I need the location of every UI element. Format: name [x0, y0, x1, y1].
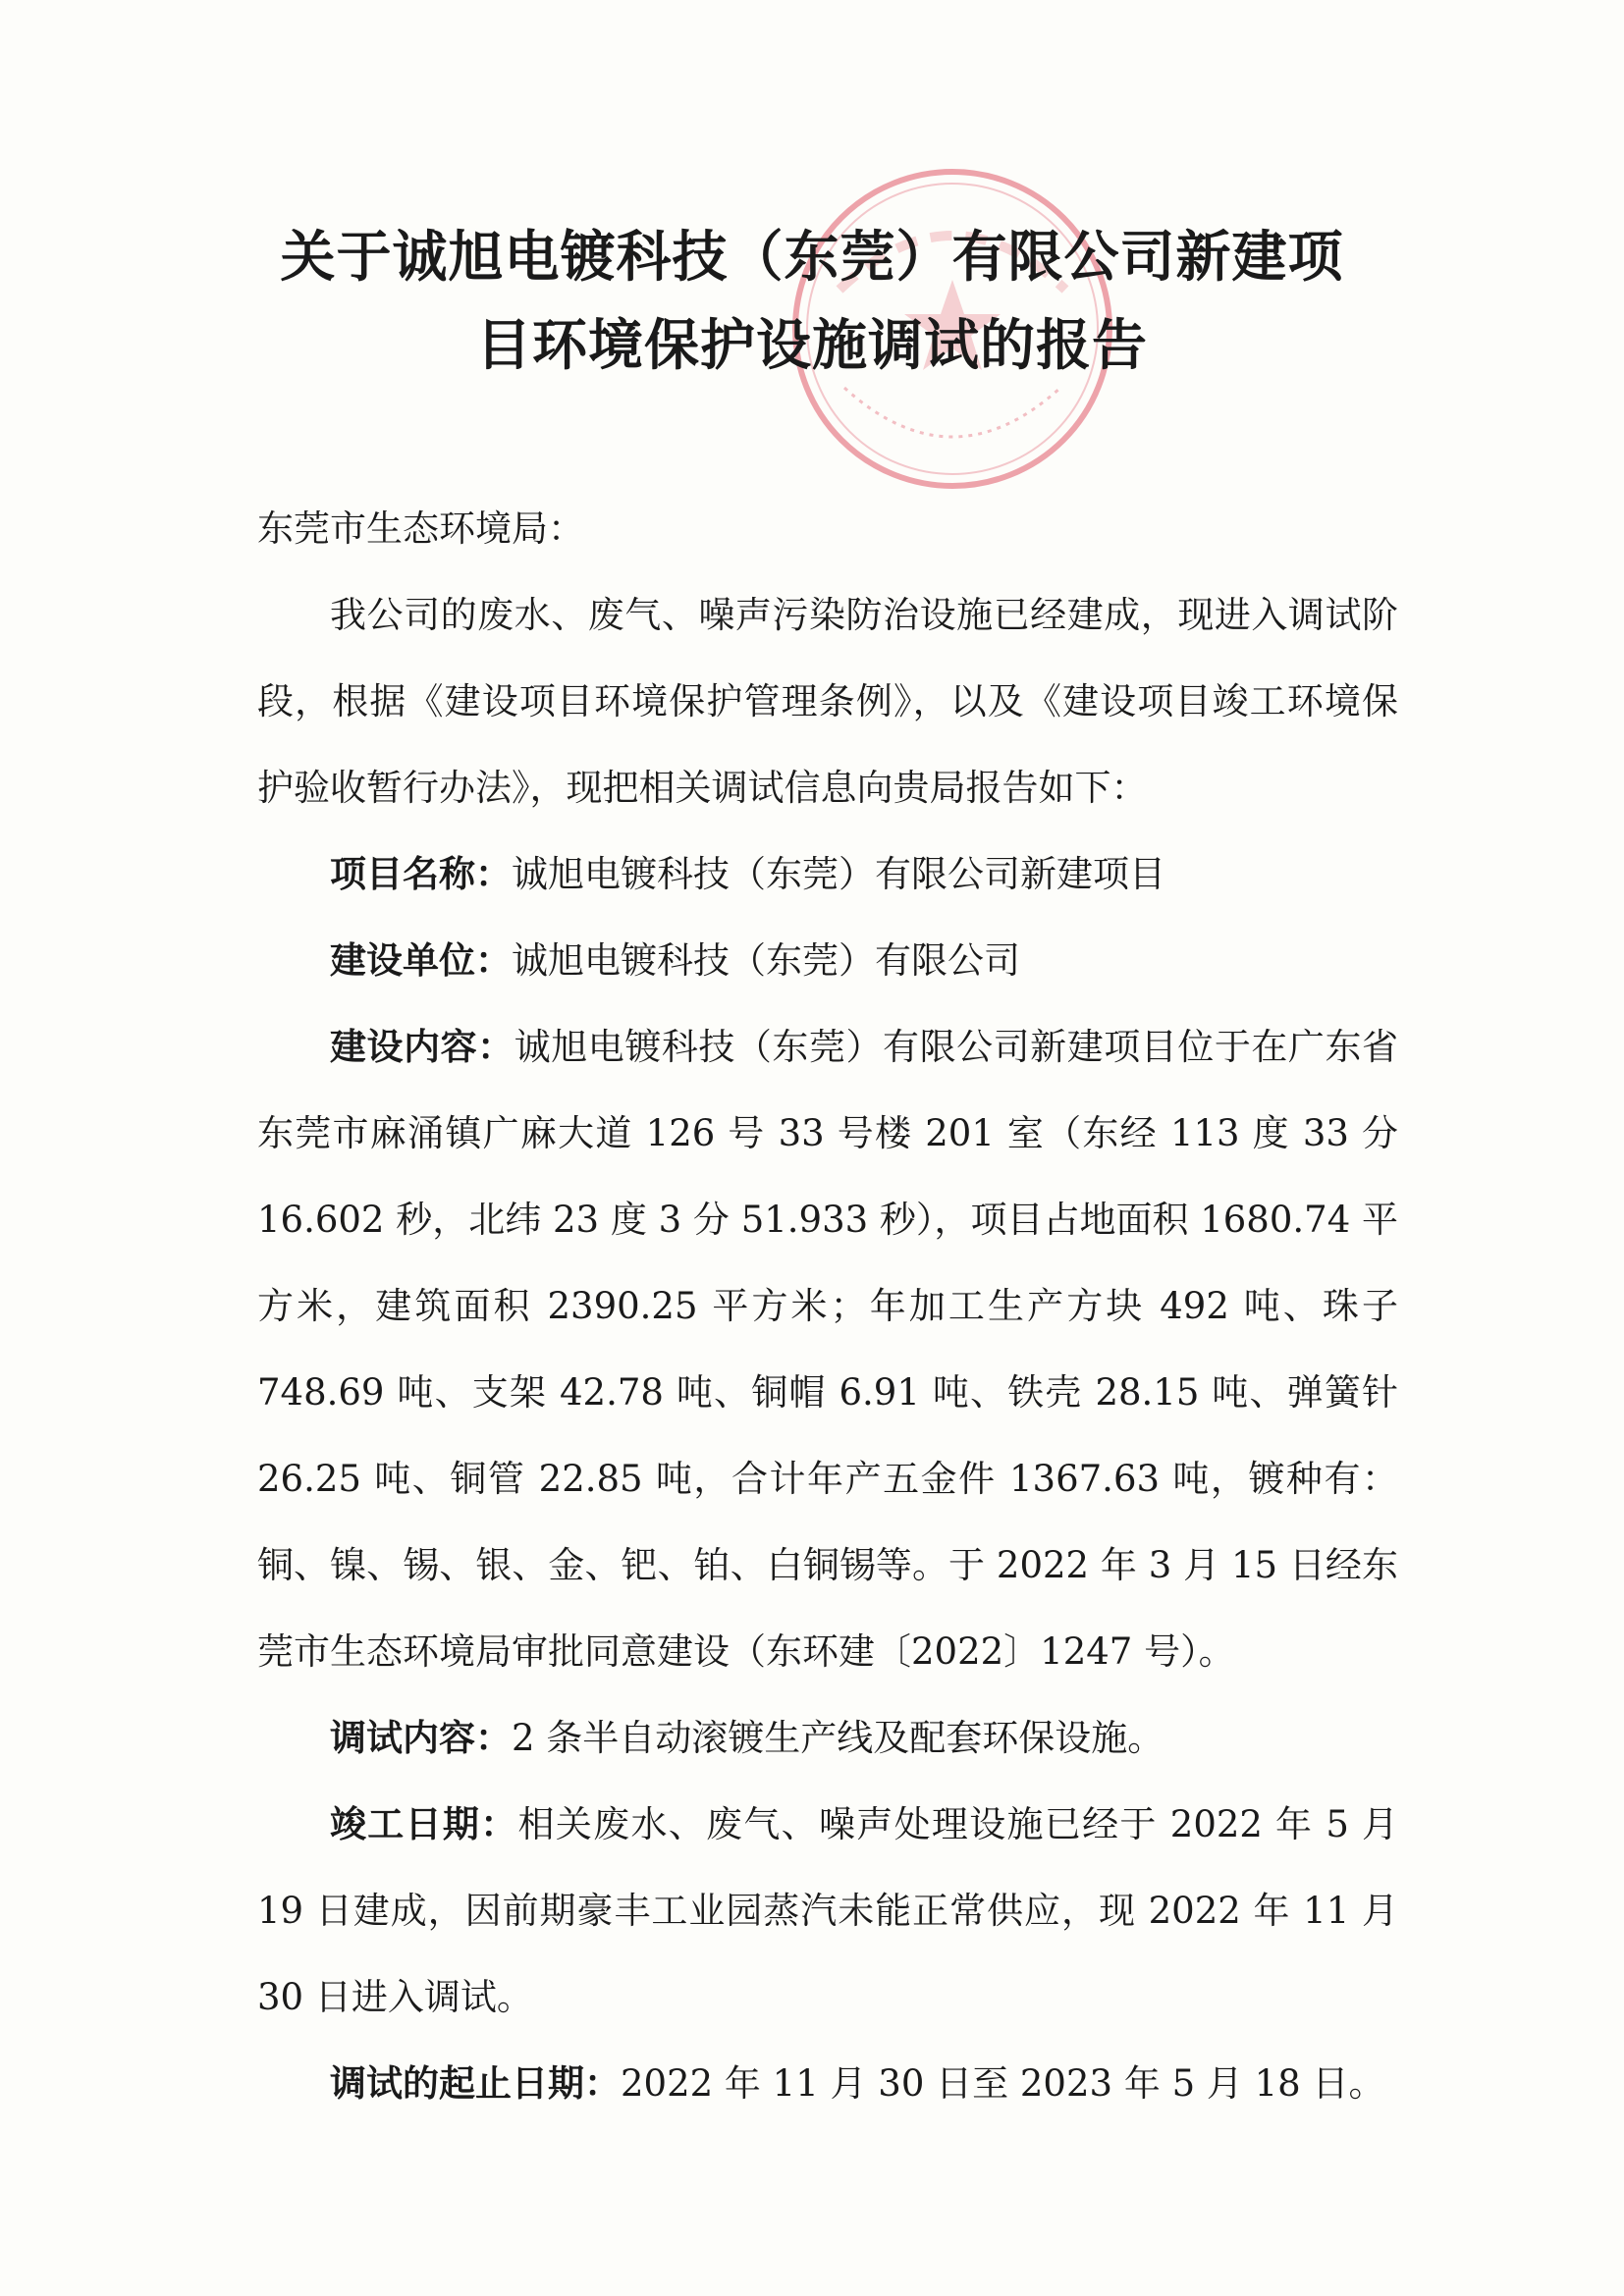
construction-content-value: 诚旭电镀科技（东莞）有限公司新建项目位于在广东省东莞市麻涌镇广麻大道 126 号 33 号楼 201 室（东经 113 度 33 分 16.602 秒，北纬 23 度 3 分 51.933 秒），项目占地面积 1680.74 平方米，建筑面积 2390.25 平方米；年加工生产方块 492 吨、珠子 748.69 吨、支架 42.78 吨、铜帽 6.91 吨、铁壳 28.15 吨、弹簧针 26.25 吨、铜管 22.85 吨，合计年产五金件 1367.63 吨，镀种有：铜、镍、锡、银、金、钯、铂、白铜锡等。于 2022 年 3 月 15 日经东莞市生态环境局审批同意建设（东环建〔2022〕1247 号）。 — [257, 1026, 1399, 1673]
salutation: 东莞市生态环境局： — [257, 507, 584, 550]
project-name-label: 项目名称： — [330, 853, 512, 895]
document-body — [257, 486, 1398, 2127]
construction-content-paragraph — [257, 1004, 1398, 1695]
construction-unit-paragraph — [257, 918, 1398, 1004]
document-title-line-1: 关于诚旭电镀科技（东莞）有限公司新建项 — [280, 226, 1344, 290]
debug-period-label: 调试的起止日期： — [330, 2062, 621, 2105]
intro-paragraph: 我公司的废水、废气、噪声污染防治设施已经建成，现进入调试阶段，根据《建设项目环境保护管理条例》，以及《建设项目竣工环境保护验收暂行办法》，现把相关调试信息向贵局报告如下： — [257, 594, 1398, 809]
completion-date-paragraph — [257, 1782, 1398, 2041]
construction-unit-value: 诚旭电镀科技（东莞）有限公司 — [512, 939, 1020, 982]
debug-content-label: 调试内容： — [330, 1717, 512, 1759]
debug-period-value: 2022 年 11 月 30 日至 2023 年 5 月 18 日。 — [621, 2062, 1385, 2105]
project-name-paragraph — [257, 831, 1398, 918]
debug-content-value: 2 条半自动滚镀生产线及配套环保设施。 — [512, 1717, 1164, 1759]
document-title-line-2: 目环境保护设施调试的报告 — [476, 314, 1148, 378]
debug-content-paragraph — [257, 1695, 1398, 1782]
completion-date-value: 相关废水、废气、噪声处理设施已经于 2022 年 5 月 19 日建成，因前期豪丰工业园蒸汽未能正常供应，现 2022 年 11 月 30 日进入调试。 — [257, 1803, 1398, 2018]
completion-date-label: 竣工日期： — [330, 1803, 518, 1845]
debug-period-paragraph — [257, 2041, 1398, 2127]
construction-content-label: 建设内容： — [330, 1026, 514, 1068]
construction-unit-label: 建设单位： — [330, 939, 512, 982]
project-name-value: 诚旭电镀科技（东莞）有限公司新建项目 — [512, 853, 1165, 895]
